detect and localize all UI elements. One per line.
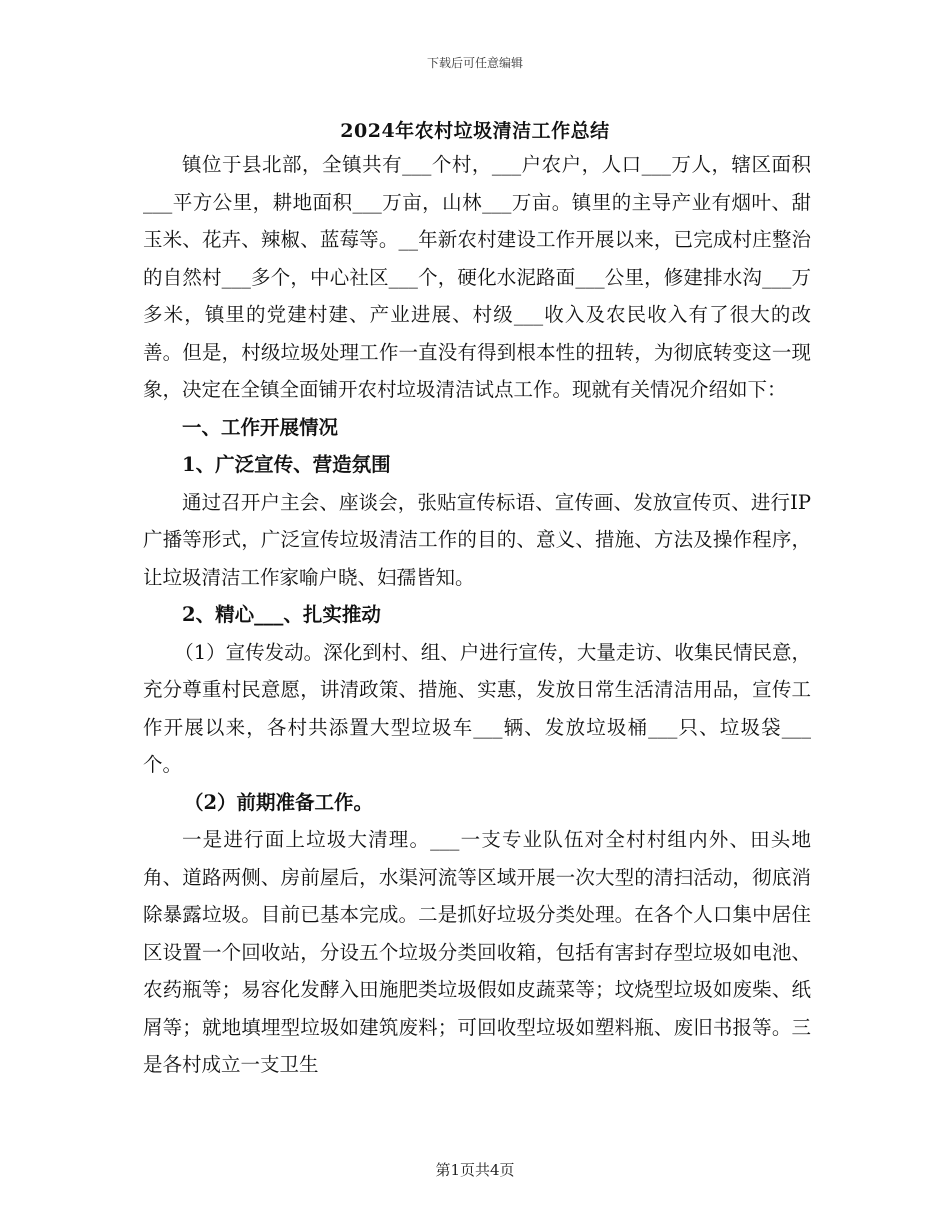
page-footer: 第1页共4页 [435, 1161, 515, 1179]
subsection-heading-preparation: （2）前期准备工作。 [183, 790, 374, 814]
document-body [143, 146, 811, 1084]
header-note: 下载后可任意编辑 [426, 56, 523, 70]
paragraph-mobilization: （1）宣传发动。深化到村、组、户进行宣传，大量走访、收集民情民意，充分尊重村民意愿，讲清政策、措施、实惠，发放日常生活清洁用品，宣传工作开展以来，各村共添置大型垃圾车___辆、发放垃圾桶___只、垃圾袋___个。 [143, 640, 811, 776]
paragraph-preparation: 一是进行面上垃圾大清理。___一支专业队伍对全村村组内外、田头地角、道路两侧、房前屋后，水渠河流等区域开展一次大型的清扫活动，彻底消除暴露垃圾。目前已基本完成。二是抓好垃圾分类处理。在各个人口集中居住区设置一个回收站，分设五个垃圾分类回收箱，包括有害封存型垃圾如电池、农药瓶等；易容化发酵入田施肥类垃圾假如皮蔬菜等；坟烧型垃圾如废柴、纸屑等；就地填埋型垃圾如建筑废料；可回收型垃圾如塑料瓶、废旧书报等。三是各村成立一支卫生 [143, 828, 811, 1076]
subsection-heading-1-2: 2、精心___、扎实推动 [182, 603, 381, 626]
paragraph-intro: 镇位于县北部，全镇共有___个村，___户农户，人口___万人，辖区面积___平方公里，耕地面积___万亩，山林___万亩。镇里的主导产业有烟叶、甜玉米、花卉、辣椒、蓝莓等。__年新农村建设工作开展以来，已完成村庄整治的自然村___多个，中心社区___个，硬化水泥路面___公里，修建排水沟___万多米，镇里的党建村建、产业进展、村级___收入及农民收入有了很大的改善。但是，村级垃圾处理工作一直没有得到根本性的扭转，为彻底转变这一现象，决定在全镇全面铺开农村垃圾清洁试点工作。现就有关情况介绍如下： [143, 153, 811, 401]
paragraph-publicity: 通过召开户主会、座谈会，张贴宣传标语、宣传画、发放宣传页、进行IP广播等形式，广泛宣传垃圾清洁工作的目的、意义、措施、方法及操作程序，让垃圾清洁工作家喻户晓、妇孺皆知。 [143, 490, 811, 589]
document-title: 2024年农村垃圾清洁工作总结 [340, 120, 610, 142]
section-heading-1: 一、工作开展情况 [182, 415, 339, 439]
subsection-heading-1-1: 1、广泛宣传、营造氛围 [182, 453, 391, 476]
